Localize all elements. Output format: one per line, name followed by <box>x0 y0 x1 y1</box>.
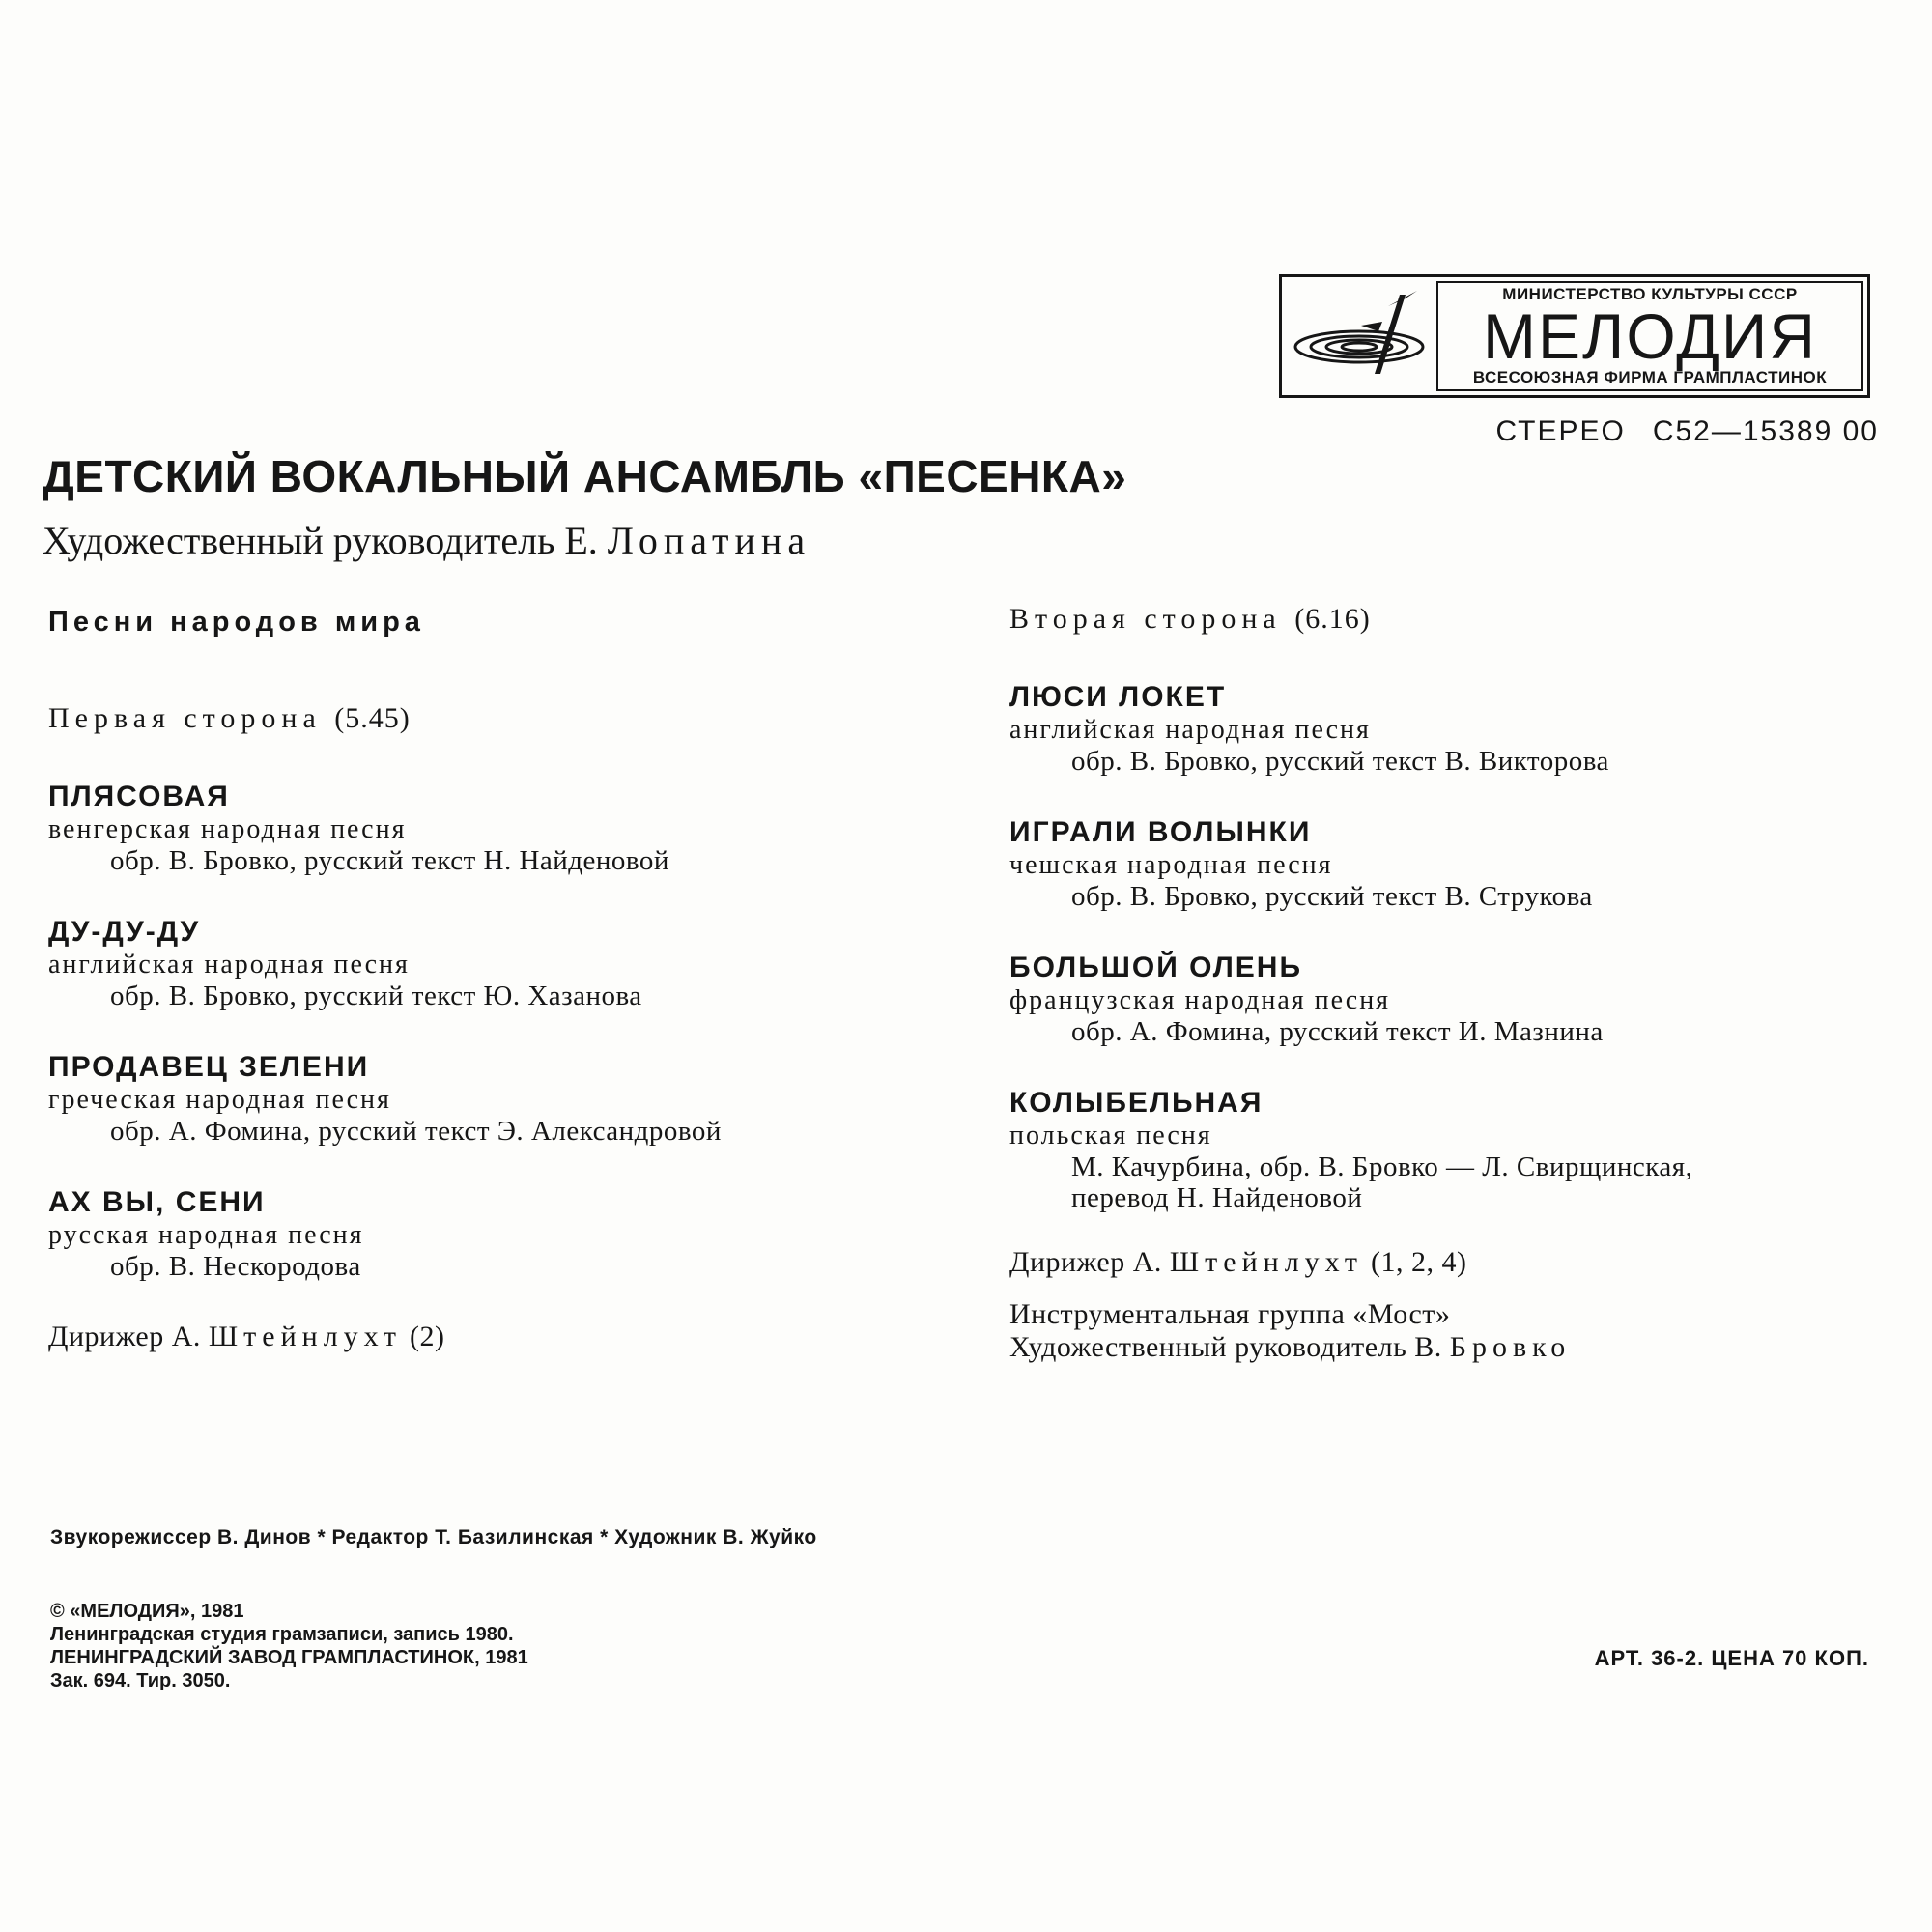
recording-studio: Ленинградская студия грамзаписи, запись 1980. <box>50 1624 514 1645</box>
track-origin: венгерская народная песня <box>48 814 407 844</box>
artistic-director-role: Художественный руководитель Е. <box>43 519 598 562</box>
track-title: ДУ-ДУ-ДУ <box>48 916 201 948</box>
track-credit: обр. А. Фомина, русский текст Э. Александровой <box>110 1116 722 1147</box>
artistic-director-name: Лопатина <box>607 519 811 562</box>
track-title: ЛЮСИ ЛОКЕТ <box>1009 681 1227 713</box>
logo-firm-text: ВСЕСОЮЗНАЯ ФИРМА ГРАМПЛАСТИНОК <box>1472 368 1828 386</box>
stereo-label: СТЕРЕО <box>1495 415 1626 447</box>
logo-text-frame <box>1436 281 1863 391</box>
logo-wordmark: МЕЛОДИЯ <box>1483 300 1817 372</box>
catalog-code: С52—15389 00 <box>1652 415 1879 447</box>
track-title: ИГРАЛИ ВОЛЫНКИ <box>1009 816 1312 848</box>
artistic-director <box>43 518 810 563</box>
track-3 <box>48 1050 947 1147</box>
track-credit-translation: перевод Н. Найденовой <box>1071 1182 1363 1213</box>
editor: Редактор Т. Базилинская <box>331 1526 594 1548</box>
track-7 <box>1009 951 1908 1047</box>
pressing-plant: ЛЕНИНГРАДСКИЙ ЗАВОД ГРАМПЛАСТИНОК, 1981 <box>50 1647 528 1668</box>
track-6 <box>1009 815 1908 912</box>
melodiya-logo <box>1279 274 1870 398</box>
album-title: ДЕТСКИЙ ВОКАЛЬНЫЙ АНСАМБЛЬ «ПЕСЕНКА» <box>43 451 1127 501</box>
melodiya-emblem-icon <box>1282 277 1436 395</box>
track-title: БОЛЬШОЙ ОЛЕНЬ <box>1009 952 1303 983</box>
side-two-column <box>1009 603 1908 1364</box>
production-credits <box>50 1526 817 1549</box>
track-origin: русская народная песня <box>48 1220 364 1250</box>
track-credit: обр. В. Бровко, русский текст В. Струкова <box>1071 881 1593 912</box>
track-credit: обр. В. Нескородова <box>110 1251 361 1282</box>
track-credit: М. Качурбина, обр. В. Бровко — Л. Свирщинская, <box>1071 1151 1693 1182</box>
credits-separator: * <box>317 1526 327 1548</box>
side-one-conductor: Дирижер А. Штейнлухт (2) <box>48 1321 445 1352</box>
track-5 <box>1009 680 1908 777</box>
track-origin: польская песня <box>1009 1121 1212 1151</box>
track-2 <box>48 915 947 1011</box>
ensemble-line: Инструментальная группа «Мост» <box>1009 1298 1451 1330</box>
track-title: АХ ВЫ, СЕНИ <box>48 1186 266 1218</box>
side-two-conductor: Дирижер А. Штейнлухт (1, 2, 4) <box>1009 1246 1467 1278</box>
price: АРТ. 36-2. ЦЕНА 70 КОП. <box>1594 1646 1869 1670</box>
side-one-column <box>48 607 947 1353</box>
track-credit: обр. В. Бровко, русский текст Ю. Хазанова <box>110 980 642 1011</box>
cover-artist: Художник В. Жуйко <box>614 1526 817 1548</box>
track-title: ПЛЯСОВАЯ <box>48 781 230 812</box>
collection-title: Песни народов мира <box>48 607 425 638</box>
track-origin: английская народная песня <box>1009 715 1371 745</box>
track-1 <box>48 780 947 876</box>
sound-engineer: Звукорежиссер В. Динов <box>50 1526 312 1548</box>
track-title: ПРОДАВЕЦ ЗЕЛЕНИ <box>48 1051 370 1083</box>
copyright: © «МЕЛОДИЯ», 1981 <box>50 1601 244 1622</box>
side-one-label: Первая сторона (5.45) <box>48 702 411 734</box>
track-8 <box>1009 1086 1908 1213</box>
credits-separator: * <box>600 1526 609 1548</box>
track-title: КОЛЫБЕЛЬНАЯ <box>1009 1087 1264 1119</box>
ensemble-director: Художественный руководитель В. Бровко <box>1009 1331 1572 1363</box>
track-credit: обр. В. Бровко, русский текст В. Викторова <box>1071 746 1609 777</box>
track-credit: обр. В. Бровко, русский текст Н. Найденовой <box>110 845 669 876</box>
catalog-number <box>1488 415 1879 448</box>
track-credit: обр. А. Фомина, русский текст И. Мазнина <box>1071 1016 1604 1047</box>
track-origin: французская народная песня <box>1009 985 1391 1015</box>
track-origin: греческая народная песня <box>48 1085 391 1115</box>
track-4 <box>48 1185 947 1282</box>
order-info: Зак. 694. Тир. 3050. <box>50 1670 231 1691</box>
track-origin: английская народная песня <box>48 950 410 980</box>
side-two-label: Вторая сторона (6.16) <box>1009 603 1371 635</box>
logo-ministry-text: МИНИСТЕРСТВО КУЛЬТУРЫ СССР <box>1502 285 1798 303</box>
track-origin: чешская народная песня <box>1009 850 1333 880</box>
manufacturing-info <box>50 1600 528 1692</box>
